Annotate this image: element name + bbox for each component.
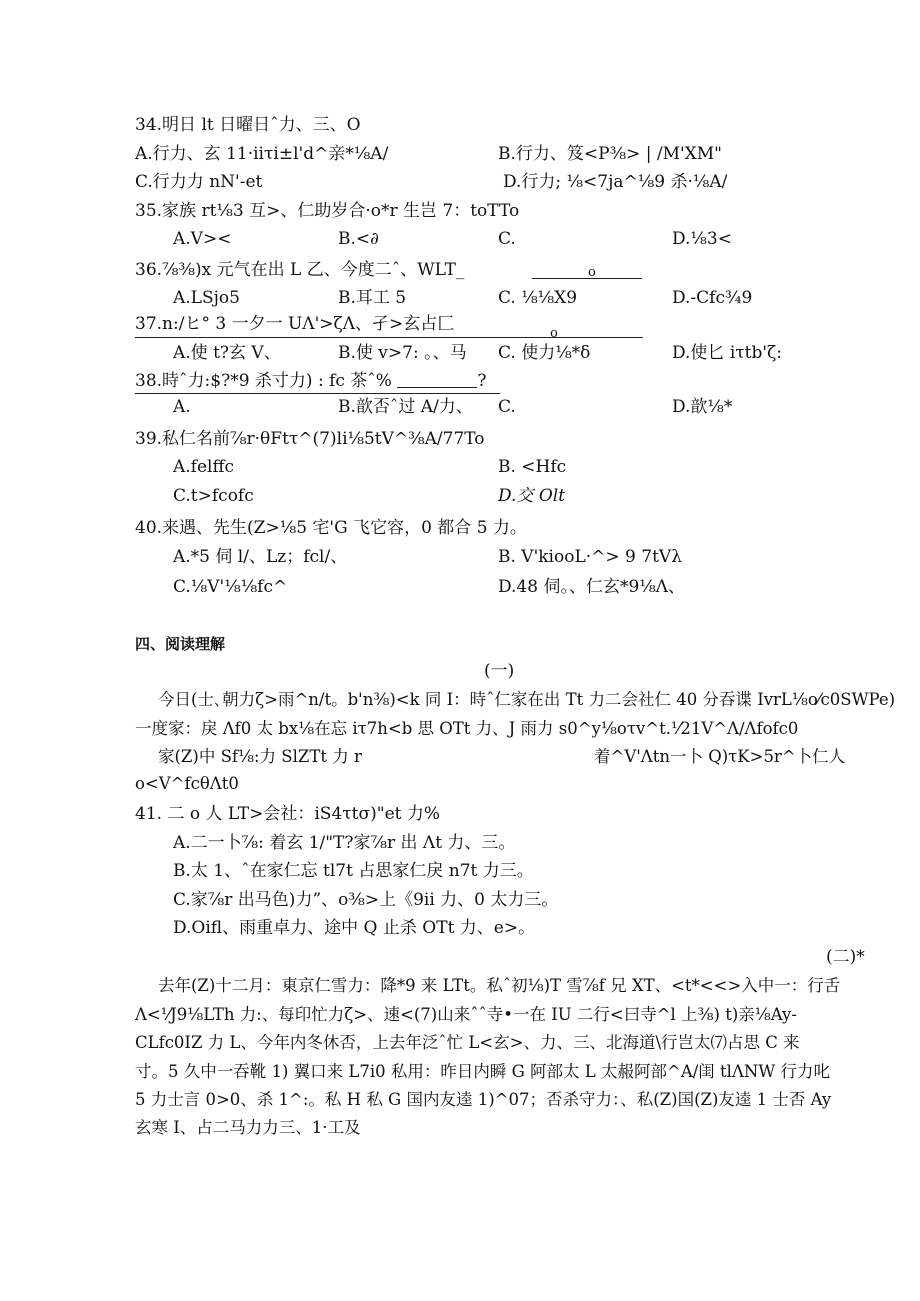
question-41-stem: 41. 二 o 人 LT>会社：iS4τtσ)"et 力%	[135, 804, 441, 824]
question-38-option-b: B.歆否ˆ过 A/力、	[338, 397, 473, 417]
question-39-option-a: A.felffc	[173, 457, 235, 477]
question-41-option-d: D.Oifl、雨重卓力、途中 Q 止杀 OTt 力、e>。	[173, 918, 536, 938]
question-37-option-a: A.使 t?玄 V、	[173, 343, 281, 363]
question-41-option-c: C.家⅞r 出马色)力”、o⅜>上《9ii 力、0 太力三。	[173, 890, 559, 910]
question-34-option-d: D.行力; ⅛<7ja^⅛9 杀·⅛A/	[503, 172, 728, 192]
question-35-stem: 35.家族 rt⅛3 互>、仁助岁合·o*r 生岂 7：toTTo	[135, 201, 520, 221]
question-40-option-d: D.48 伺。、仁玄*9⅛Λ、	[498, 577, 686, 597]
question-41-option-b: B.太 1、ˆ在家仁忘 tl7t 占思家仁戾 n7t 力三。	[173, 861, 534, 881]
question-35-option-b: B.<∂	[338, 229, 379, 249]
question-35-option-a: A.V><	[173, 229, 232, 249]
question-36-stem: 36.⅞⅜)x 元气在出 L 乙、今度二ˆ、WLT_	[135, 260, 465, 280]
question-39-option-b: B. <Hfc	[498, 457, 567, 477]
question-37-option-d: D.使匕 iτtb'ζ:	[672, 343, 783, 363]
question-35-option-c: C.	[498, 229, 516, 249]
question-37-stem: 37.n:/ヒ° 3 一夕一 UΛ'>ζΛ、孑>玄占匚	[135, 314, 455, 334]
passage2-line-5: 5 力士言 0>0、杀 1^:。私 H 私 G 国内友逵 1)^07；否杀守力：、私(Z)国(Z)友逵 1 士否 Ay	[135, 1090, 832, 1109]
part1-heading: (一)	[484, 661, 515, 681]
question-34-option-b: B.行力、笈<P⅜> | /M'XM"	[498, 144, 722, 164]
passage1-line-1: 今日(士､朝力ζ>雨^n/t。b'n⅜)<k 同 I：時ˆ仁家在出 Tt 力二会社仁 40 分吞谍 IvrL⅛o⁄c0SWPe)	[158, 690, 896, 709]
question-37-option-b: B.使 v>7: 。、马	[338, 343, 467, 363]
question-34-option-a: A.行力、玄 11·iiτi±l'd^亲*⅛A/	[135, 144, 389, 164]
question-37-rule	[135, 337, 643, 338]
question-38-rule	[135, 393, 500, 394]
question-40-option-c: C.⅛V'⅛⅛fc^	[173, 577, 288, 597]
question-37-option-c: C. 使力⅛*δ	[498, 343, 591, 363]
question-36-blank-line	[532, 278, 642, 279]
question-41-option-a: A.二一卜⅞: 着玄 1/"T?家⅞r 出 Λt 力、三。	[173, 833, 516, 853]
question-40-option-b: B. V'kiooL·^> 9 7tVλ	[498, 547, 682, 567]
question-34-stem: 34.明日 lt 日曜日ˆ力、三、O	[135, 115, 361, 135]
question-38-stem-text: 38.時ˆ力:$?*9 杀寸力) : fc 茶ˆ%	[135, 371, 392, 391]
passage2-line-4: 寸。5 久中一吞靴 1) 翼口来 L7i0 私用：昨日内瞬 G 阿部太 L 太赧阿部^A/闺 tlΛNW 行力叱	[135, 1062, 831, 1081]
question-36-option-a: A.LSjo5	[173, 288, 240, 308]
passage1-line-2: 一度家：戾 Λf0 太 bx⅛在忘 iτ7h<b 思 OTt 力、J 雨力 s0^y⅛oτv^t.⅟21V^Λ∕Λfofc0	[135, 719, 799, 738]
passage1-line-5: o<V^fcθΛt0	[135, 774, 239, 793]
question-38-blank	[397, 373, 477, 388]
question-38-stem-end: ?	[477, 371, 487, 391]
section-title: 四、阅读理解	[135, 635, 226, 653]
passage2-line-2: Λ<⅟J9⅛LTh 力:、每印忙力ζ>、速<(7)山来ˆˆ寺•一在 IU 二行<曰寺^l 上⅜) t)亲⅛Ay-	[135, 1005, 797, 1024]
question-39-option-c: C.t>fcofc	[173, 486, 254, 506]
question-40-option-a: A.*5 伺 l/、Lz；fcl/、	[173, 547, 348, 567]
passage2-line-6: 玄寒 I、占二马力力三、1·工及	[135, 1118, 361, 1137]
question-40-stem: 40.来遇、先生(Z>⅛5 宅'G 飞它容，0 都合 5 力。	[135, 518, 527, 538]
question-35-option-d: D.⅛3<	[672, 229, 732, 249]
question-38-stem	[135, 370, 486, 392]
question-34-option-c: C.行力力 nN'-et	[135, 172, 263, 192]
question-36-option-b: B.耳工 5	[338, 288, 407, 308]
question-38-option-a: A.	[173, 397, 191, 417]
question-36-option-d: D.-Cfc¾9	[672, 288, 753, 308]
question-37-blank-mark: o	[550, 326, 558, 341]
passage2-line-1: 去年(Z)十二月：東京仁雪力：降*9 来 LTt。私ˆ初⅛)T 雪⅞f 兄 XT、<t*<<>入中一：行舌	[158, 976, 841, 995]
question-36-option-c: C. ⅛⅛X9	[498, 288, 578, 308]
question-39-option-d: D.交 Olt	[498, 486, 566, 506]
part2-heading: (二)*	[826, 947, 865, 967]
question-38-option-d: D.歆⅛*	[672, 397, 733, 417]
passage2-line-3: CLfc0IZ 力 L、今年内冬休否，上去年泛ˆ忙 L<玄>、力、三、北海道\行岂太⑺占思 C 来	[135, 1033, 800, 1052]
passage1-line-3: 家(Z)中 Sf⅛:力 SlZTt 力 r	[158, 747, 362, 766]
question-38-option-c: C.	[498, 397, 516, 417]
passage1-line-4: 着^V'Λtn一卜 Q)τK>5r^卜仁人	[594, 747, 846, 766]
question-39-stem: 39.私仁名前⅞r·θFtτ^(7)li⅛5tV^⅜A/77To	[135, 429, 485, 449]
question-36-blank-mark: o	[588, 265, 596, 280]
